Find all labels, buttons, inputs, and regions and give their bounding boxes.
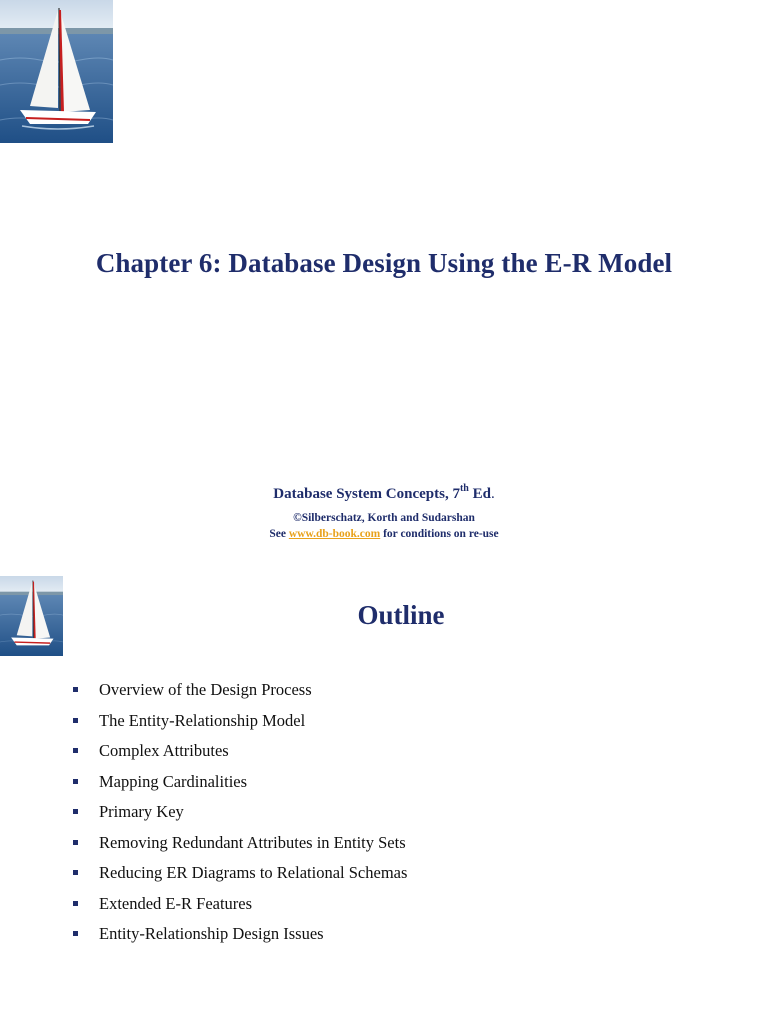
edition-superscript: th <box>459 483 469 494</box>
square-bullet-icon <box>73 809 78 814</box>
outline-item-text: Removing Redundant Attributes in Entity Sets <box>99 832 406 852</box>
reuse-prefix: See <box>269 528 289 540</box>
sailboat-icon <box>0 0 113 143</box>
outline-item <box>73 711 407 742</box>
book-name: Database System Concepts, 7 <box>273 486 460 502</box>
outline-item-text: Extended E-R Features <box>99 893 253 913</box>
edition-suffix: Ed <box>468 486 491 502</box>
square-bullet-icon <box>73 840 78 845</box>
outline-item <box>73 802 407 833</box>
copyright-line: ©Silberschatz, Korth and Sudarshan <box>293 512 475 524</box>
square-bullet-icon <box>73 687 78 692</box>
square-bullet-icon <box>73 931 78 936</box>
outline-item <box>73 924 407 955</box>
outline-item-text: Entity-Relationship Design Issues <box>99 924 324 943</box>
outline-item <box>73 741 407 772</box>
outline-item <box>73 680 407 711</box>
book-edition-line <box>0 484 768 503</box>
outline-item-text: Mapping Cardinalities <box>99 771 248 791</box>
square-bullet-icon <box>73 718 78 723</box>
square-bullet-icon <box>73 779 78 784</box>
outline-list <box>73 680 407 955</box>
outline-item <box>73 863 407 894</box>
reuse-line <box>0 528 768 540</box>
square-bullet-icon <box>73 901 78 906</box>
square-bullet-icon <box>73 748 78 753</box>
square-bullet-icon <box>73 870 78 875</box>
outline-slide <box>0 576 768 1024</box>
reuse-suffix: for conditions on re-use <box>380 528 499 540</box>
outline-item <box>73 772 407 803</box>
outline-item-text: The Entity-Relationship Model <box>99 710 306 730</box>
outline-item-text: Reducing ER Diagrams to Relational Schemas <box>99 863 408 882</box>
edition-dot: . <box>490 486 495 502</box>
outline-item <box>73 894 407 925</box>
db-book-link[interactable]: www.db-book.com <box>288 528 381 540</box>
outline-item-text: Complex Attributes <box>99 741 229 760</box>
outline-item <box>73 833 407 864</box>
chapter-title: Chapter 6: Database Design Using the E-R Model <box>95 248 673 278</box>
outline-title: Outline <box>357 600 445 630</box>
outline-item-text: Overview of the Design Process <box>99 680 312 699</box>
outline-item-text: Primary Key <box>99 802 184 821</box>
